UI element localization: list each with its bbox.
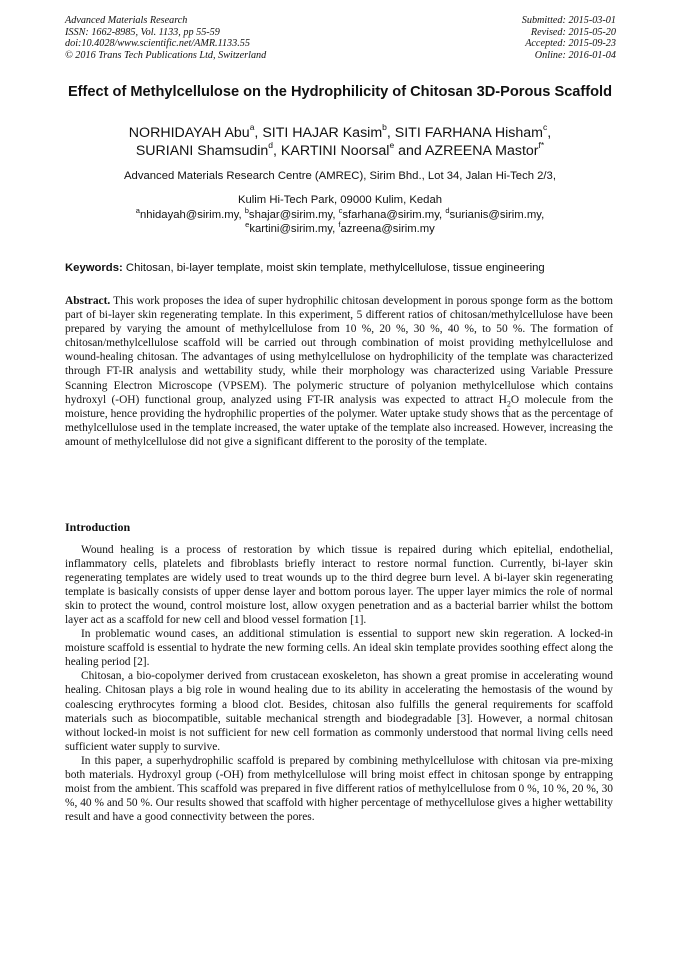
date-accepted: Accepted: 2015-09-23 — [525, 38, 616, 50]
section-heading: Introduction — [65, 520, 131, 534]
abstract-text: O molecule from the moisture, hence providing the hydrophilic properties of the polymer. Water uptake study shows that as the percentage of methylcellulose used in the template increased, the water uptake of the template also increased. However, increasing the amount of methylcellulose did not give a significant different to the porosity of the template. — [65, 393, 613, 448]
submission-dates — [522, 15, 616, 61]
author: NORHIDAYAH Abu$^a$ — [128, 122, 255, 141]
email[interactable]: $^e$kartini@sirim.my, — [245, 220, 339, 235]
journal-doi: doi:10.4028/www.scientific.net/AMR.1133.55 — [65, 38, 250, 50]
email[interactable]: $^a$nhidayah@sirim.my, — [135, 206, 245, 221]
author: SITI FARHANA Hisham$^c$ — [394, 122, 548, 141]
author-list: NORHIDAYAH Abu$^a$, SITI HAJAR Kasim$^b$, SITI FARHANA Hisham$^c$, SURIANI Shamsudin$^d$, KARTINI Noorsal$^e$ and AZREENA Mastor$^{f*}$ — [128, 122, 552, 159]
journal-info — [65, 15, 266, 61]
paragraph: In this paper, a superhydrophilic scaffold is prepared by combining methylcellulose with chitosan via pre-mixing both materials. Hydroxyl group (-OH) from methylcellulose will bring moist effect in chitosan sponge by entrapping moist from the ambient. This scaffold was prepared in five different ratios of methylcellulose from 0 %, 10 %, 20 %, 30 %, 40 % and 50 %. Our results showed that scaffold with higher percentage of methycellulose gives a higher wettability result and have a good connectivity between the pores. — [65, 754, 613, 823]
date-online: Online: 2016-01-04 — [534, 49, 616, 61]
journal-issn: ISSN: 1662-8985, Vol. 1133, pp 55-59 — [65, 26, 220, 38]
author: AZREENA Mastor$^{f*}$ — [424, 140, 545, 159]
date-revised: Revised: 2015-05-20 — [530, 26, 616, 38]
affiliation-line: Kulim Hi-Tech Park, 09000 Kulim, Kedah — [237, 194, 443, 206]
abstract: Abstract. This work proposes the idea of super hydrophilic chitosan development in porous sponge form as the bottom part of bi-layer skin regenerating template. In this experiment, 5 different ratios of chitosan/methylcellulose have been prepared by varying the amount of methylcellulose from 10 %, 20 %, 30 %, 40 %, to 50 %. The formation of chitosan/methylcellulose scaffold will be carried out through combination of moist providing methylcellulose and wound-healing chitosan. The advantages of using methylcellulose on hydrophilicity of the template was characterized through FT-IR analysis and wettability study, while their morphology was characterized using Variable Pressure Scanning Electron Microscope (VPSEM). The polymeric structure of polyanion methylcellulose which contains hydroxyl (-OH) functional group, analyzed using FT-IR analysis was expected to attract $H_2O$ molecule from the moisture, hence providing the hydrophilic properties of the polymer. Water uptake study shows that as the percentage of methylcellulose used in the template increased, the water uptake of the template also increased. However, increasing the amount of methylcellulose did not give a significant different to the porosity of the template. — [65, 295, 613, 448]
paragraph: In problematic wound cases, an additional stimulation is essential to support new skin regeration. A locked-in moisture scaffold is essential to hydrate the new forming cells. An ideal skin template provides soothing effect along the healing period [2]. — [65, 628, 613, 669]
affiliation — [65, 164, 615, 212]
email[interactable]: $^c$sfarhana@sirim.my, — [338, 206, 446, 221]
author: SURIANI Shamsudin$^d$ — [135, 140, 274, 159]
email[interactable]: $^f$azreena@sirim.my — [338, 220, 435, 235]
paragraph: Chitosan, a bio-copolymer derived from crustacean exoskeleton, has shown a great promise in accelerating wound healing. Chitosan plays a big role in wound healing due to its ability in accelerating the hemostasis of the wound by coalescing erythrocytes forming a blood clot. Besides, chitosan also fulfills the general requirements for scaffold materials such as biocompatible, suitable mechanical strength and biodegradable [3]. However, a normal chitosan without locked-in moist is not sufficient for new cell formation as commonly understood that normal living cells need sufficient water supply to survive. — [65, 670, 613, 753]
abstract-label: Abstract. — [65, 295, 111, 307]
email-list — [65, 208, 615, 236]
email[interactable]: $^d$surianis@sirim.my, — [445, 206, 545, 221]
abstract-text: This work proposes the idea of super hydrophilic chitosan development in porous sponge form as the bottom part of bi-layer skin regenerating template. In this experiment, 5 different ratios of chitosan/methylcellulose have been prepared by varying the amount of methylcellulose from 10 %, 20 %, 30 %, 40 %, to 50 %. The formation of chitosan/methylcellulose scaffold will be carried out through combination of moist providing methylcellulose and wound-healing chitosan. The advantages of using methylcellulose on hydrophilicity of the template was characterized through FT-IR analysis and wettability study, while their morphology was characterized using Variable Pressure Scanning Electron Microscope (VPSEM). The polymeric structure of polyanion methylcellulose which contains hydroxyl (-OH) functional group, analyzed using FT-IR analysis was expected to attract H — [65, 295, 613, 406]
email[interactable]: $^b$shajar@sirim.my, — [244, 206, 339, 221]
journal-name: Advanced Materials Research — [65, 15, 188, 26]
keywords — [65, 261, 615, 275]
introduction-body — [65, 543, 613, 824]
date-submitted: Submitted: 2015-03-01 — [521, 15, 616, 26]
affiliation-line: Advanced Materials Research Centre (AMREC), Sirim Bhd., Lot 34, Jalan Hi-Tech 2/3, — [124, 170, 556, 182]
paper-title: Effect of Methylcellulose on the Hydrophilicity of Chitosan 3D-Porous Scaffold — [67, 84, 613, 100]
author: SITI HAJAR Kasim$^b$ — [262, 122, 387, 141]
keywords-label: Keywords: — [65, 262, 123, 274]
keywords-text: Chitosan, bi-layer template, moist skin template, methylcellulose, tissue engineering — [122, 262, 545, 274]
paragraph: Wound healing is a process of restoration by which tissue is repaired during which epitelial, endothelial, inflammatory cells, platelets and fibroblasts briefly interact to restore normal function. Currently, bi-layer skin regenerating templates are widely used to treat wounds up to the third degree burn level. A bi-layer skin regenerating template is basically consists of upper dense layer and bottom porous layer. The upper layer mimics the role of normal skin to protect the wound, control moisture lost, allow oxygen penetration and as a bacterial barrier whilst the bottom layer act as a scaffold for new cell and blood vessel formation [1]. — [65, 544, 613, 627]
author: KARTINI Noorsal$^e$ — [280, 140, 395, 159]
journal-copyright: © 2016 Trans Tech Publications Ltd, Switzerland — [65, 49, 267, 61]
